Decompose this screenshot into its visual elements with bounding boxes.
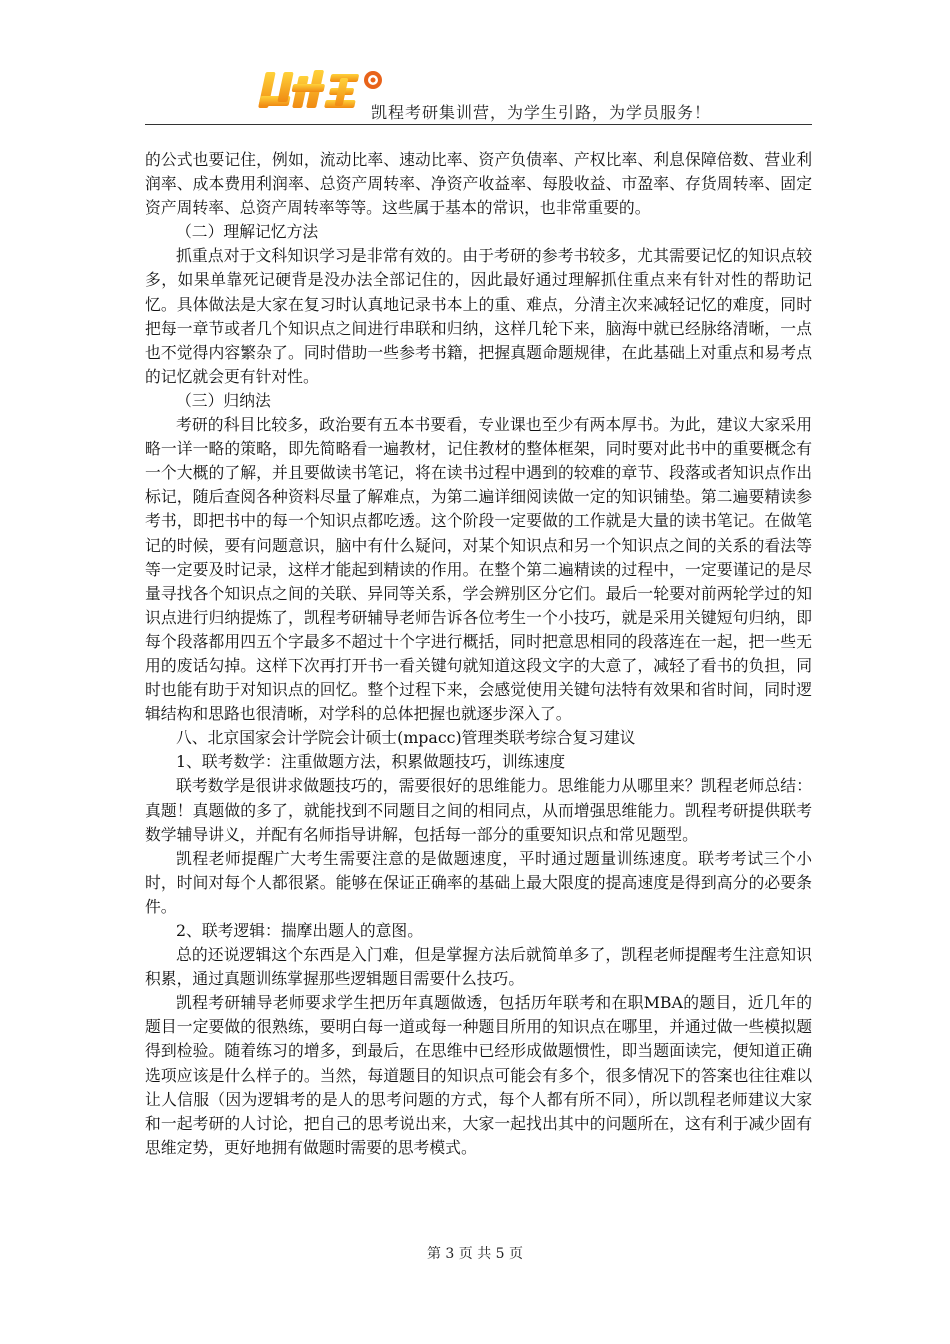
- paragraph: 凯程考研辅导老师要求学生把历年真题做透，包括历年联考和在职MBA的题目，近几年的题目一定要做的很熟练，要明白每一道或每一种题目所用的知识点在哪里，并通过做一些模拟题得到检验。随着练习的增多，到最后，在思维中已经形成做题惯性，即当题面读完，便知道正确选项应该是什么样子的。当然，每道题目的知识点可能会有多个，很多情况下的答案也往往难以让人信服（因为逻辑考的是人的思考问题的方式，每个人都有所不同），所以凯程老师建议大家和一起考研的人讨论，把自己的思考说出来，大家一起找出其中的问题所在，这有利于减少固有思维定势，更好地拥有做题时需要的思考模式。: [145, 993, 812, 1157]
- section-heading: （二）理解记忆方法: [176, 222, 319, 242]
- subsection-heading: 1、联考数学：注重做题方法，积累做题技巧，训练速度: [176, 752, 566, 772]
- section-heading: 八、北京国家会计学院会计硕士(mpacc)管理类联考综合复习建议: [176, 728, 636, 748]
- paragraph: 总的还说逻辑这个东西是入门难，但是掌握方法后就简单多了，凯程老师提醒考生注意知识积累，通过真题训练掌握那些逻辑题目需要什么技巧。: [145, 945, 812, 989]
- page-number: 第 3 页 共 5 页: [426, 1246, 524, 1262]
- kaicheng-logo: [253, 66, 389, 114]
- section-heading: （三）归纳法: [176, 390, 271, 410]
- document-body: [145, 148, 812, 1160]
- subsection-heading: 2、联考逻辑：揣摩出题人的意图。: [176, 921, 424, 940]
- paragraph: 抓重点对于文科知识学习是非常有效的。由于考研的参考书较多，尤其需要记忆的知识点较多，如果单靠死记硬背是没办法全部记住的，因此最好通过理解抓住重点来有针对性的帮助记忆。具体做法是大家在复习时认真地记录书本上的重、难点，分清主次来减轻记忆的难度，同时把每一章节或者几个知识点之间进行串联和归纳，这样几轮下来，脑海中就已经脉络清晰，一点也不觉得内容繁杂了。同时借助一些参考书籍，把握真题命题规律，在此基础上对重点和易考点的记忆就会更有针对性。: [145, 246, 812, 386]
- header-slogan: 凯程考研集训营，为学生引路，为学员服务！: [371, 103, 712, 122]
- paragraph: 考研的科目比较多，政治要有五本书要看，专业课也至少有两本厚书。为此，建议大家采用略一详一略的策略，即先简略看一遍教材，记住教材的整体框架，同时要对此书中的重要概念有一个大概的了解，并且要做读书笔记，将在读书过程中遇到的较难的章节、段落或者知识点作出标记，随后查阅各种资料尽量了解难点，为第二遍详细阅读做一定的知识铺垫。第二遍要精读参考书，即把书中的每一个知识点都吃透。这个阶段一定要做的工作就是大量的读书笔记。在做笔记的时候，要有问题意识，脑中有什么疑问，对某个知识点和另一个知识点之间的关系的看法等等一定要及时记录，这样才能起到精读的作用。在整个第二遍精读的过程中，一定要谨记的是尽量寻找各个知识点之间的关联、异同等关系，学会辨别区分它们。最后一轮要对前两轮学过的知识点进行归纳提炼了，凯程考研辅导老师告诉各位考生一个小技巧，就是采用关键短句归纳，即每个段落都用四五个字最多不超过十个字进行概括，同时把意思相同的段落连在一起，把一些无用的废话勾掉。这样下次再打开书一看关键句就知道这段文字的大意了，减轻了看书的负担，同时也能有助于对知识点的回忆。整个过程下来，会感觉使用关键句法特有效果和省时间，同时逻辑结构和思路也很清晰，对学科的总体把握也就逐步深入了。: [145, 415, 812, 724]
- paragraph: 联考数学是很讲求做题技巧的，需要很好的思维能力。思维能力从哪里来？凯程老师总结：真题！真题做的多了，就能找到不同题目之间的相同点，从而增强思维能力。凯程考研提供联考数学辅导讲义，并配有名师指导讲解，包括每一部分的重要知识点和常见题型。: [145, 776, 812, 844]
- page-header: [145, 62, 812, 125]
- paragraph: 凯程老师提醒广大考生需要注意的是做题速度，平时通过题量训练速度。联考考试三个小时，时间对每个人都很紧。能够在保证正确率的基础上最大限度的提高速度是得到高分的必要条件。: [145, 848, 812, 916]
- paragraph: 的公式也要记住，例如，流动比率、速动比率、资产负债率、产权比率、利息保障倍数、营业利润率、成本费用利润率、总资产周转率、净资产收益率、每股收益、市盈率、存货周转率、固定资产周转率、总资产周转率等等。这些属于基本的常识，也非常重要的。: [145, 150, 812, 218]
